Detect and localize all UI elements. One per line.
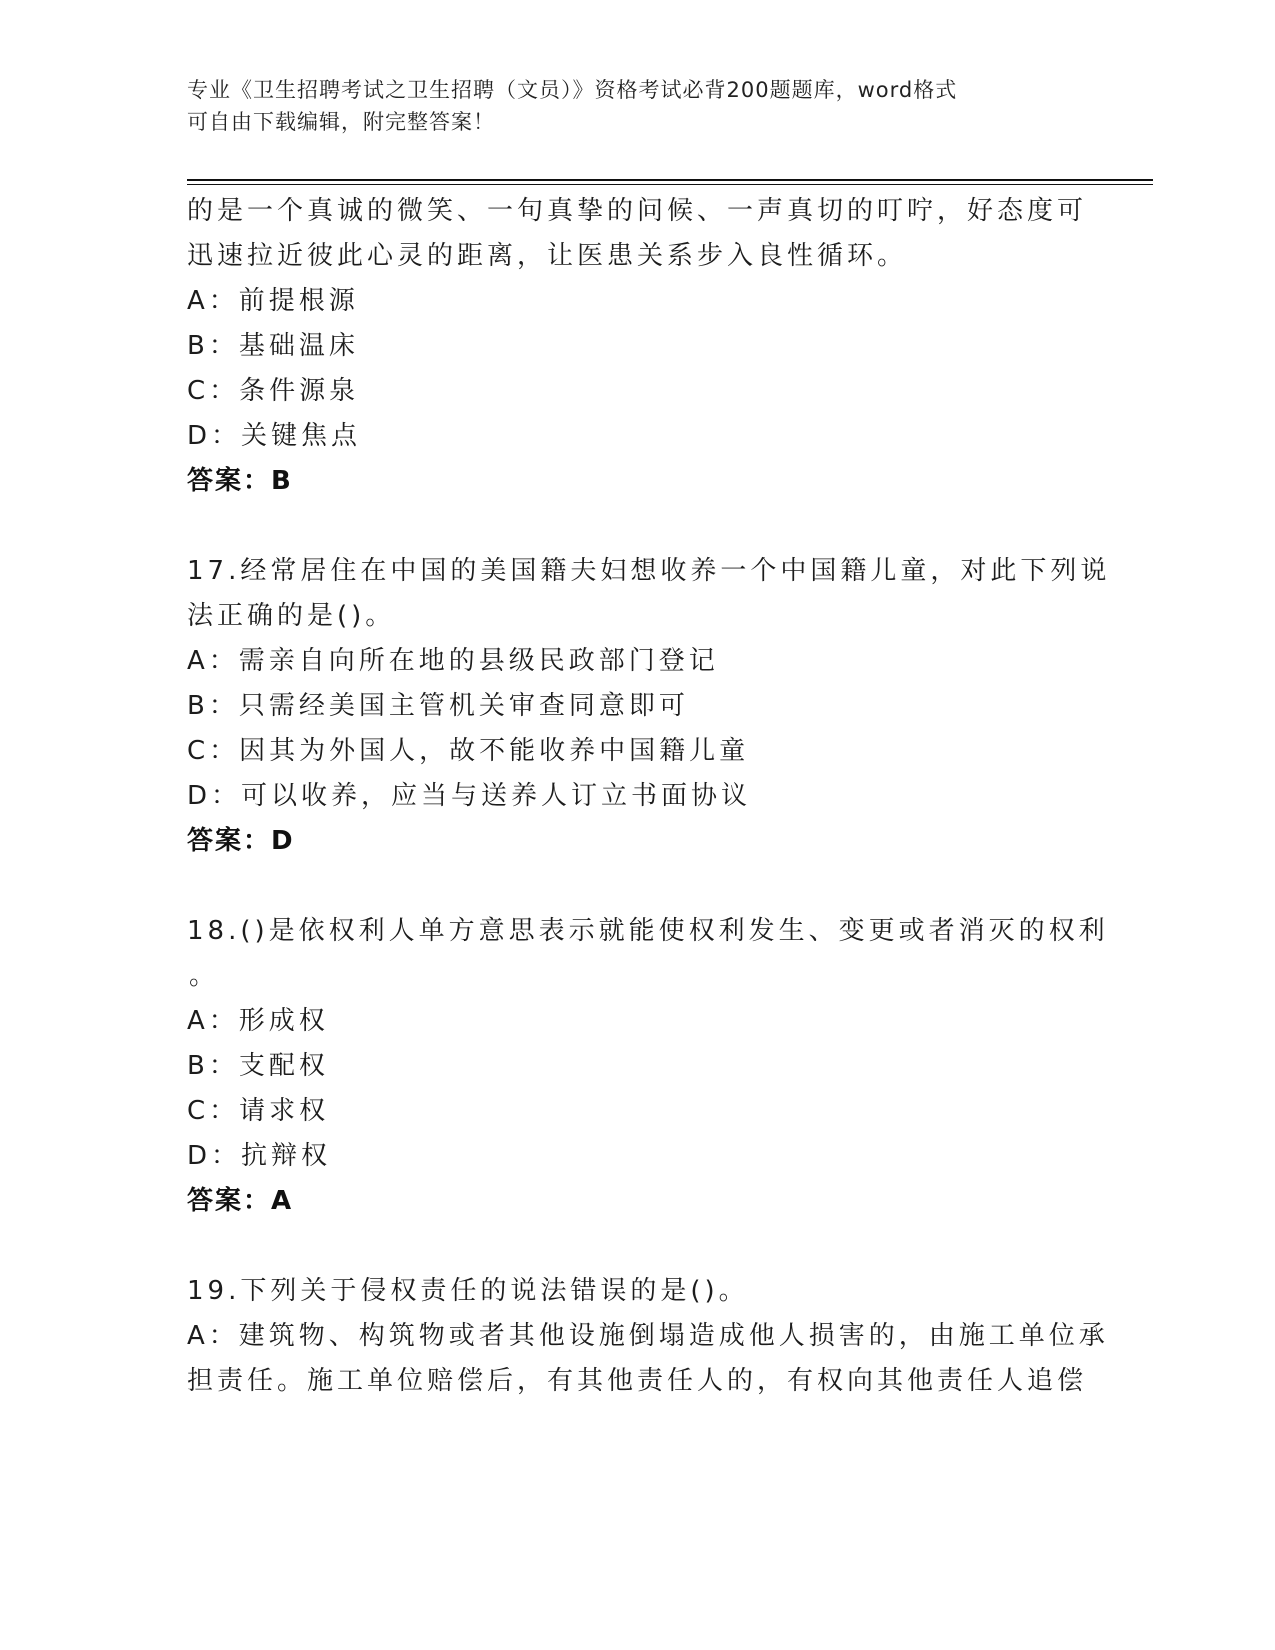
question-17-stem-line-2: 法正确的是()。 bbox=[187, 601, 396, 631]
header-divider-thick bbox=[187, 179, 1153, 181]
question-16 bbox=[187, 189, 1087, 504]
header-line-1: 专业《卫生招聘考试之卫生招聘（文员）》资格考试必背200题题库，word格式 bbox=[187, 78, 958, 102]
question-17 bbox=[187, 549, 1111, 864]
question-16-stem-line-1: 的是一个真诚的微笑、一句真挚的问候、一声真切的叮咛，好态度可 bbox=[187, 196, 1088, 226]
question-19-option-a-line-2: 担责任。施工单位赔偿后，有其他责任人的，有权向其他责任人追偿 bbox=[187, 1366, 1088, 1396]
question-content bbox=[187, 189, 1111, 1404]
question-16-option-a: A：前提根源 bbox=[187, 286, 359, 316]
question-17-option-d: D：可以收养，应当与送养人订立书面协议 bbox=[187, 781, 752, 811]
question-16-answer: 答案：B bbox=[187, 466, 293, 496]
question-18-stem-line-1: 18.()是依权利人单方意思表示就能使权利发生、变更或者消灭的权利 bbox=[187, 916, 1109, 946]
question-18-option-c: C：请求权 bbox=[187, 1096, 330, 1126]
question-17-stem-line-1: 17.经常居住在中国的美国籍夫妇想收养一个中国籍儿童，对此下列说 bbox=[187, 556, 1111, 586]
question-19-stem: 19.下列关于侵权责任的说法错误的是()。 bbox=[187, 1276, 749, 1306]
question-17-option-c: C：因其为外国人，故不能收养中国籍儿童 bbox=[187, 736, 750, 766]
question-17-option-b: B：只需经美国主管机关审查同意即可 bbox=[187, 691, 689, 721]
header-divider-thin bbox=[187, 184, 1153, 185]
document-header bbox=[187, 74, 1067, 138]
spacer bbox=[187, 504, 1087, 549]
question-18-option-a: A：形成权 bbox=[187, 1006, 329, 1036]
question-17-answer: 答案：D bbox=[187, 826, 295, 856]
question-19 bbox=[187, 1269, 1109, 1404]
question-16-option-d: D：关键焦点 bbox=[187, 421, 362, 451]
question-18-option-d: D：抗辩权 bbox=[187, 1141, 332, 1171]
question-16-stem-line-2: 迅速拉近彼此心灵的距离，让医患关系步入良性循环。 bbox=[187, 241, 908, 271]
question-16-option-c: C：条件源泉 bbox=[187, 376, 360, 406]
question-16-option-b: B：基础温床 bbox=[187, 331, 359, 361]
question-18-stem-line-2: 。 bbox=[189, 961, 216, 991]
question-18-option-b: B：支配权 bbox=[187, 1051, 329, 1081]
question-18 bbox=[187, 909, 1109, 1224]
header-line-2: 可自由下载编辑，附完整答案！ bbox=[187, 110, 495, 134]
spacer bbox=[187, 864, 1087, 909]
spacer bbox=[187, 1224, 1087, 1269]
question-19-option-a-line-1: A：建筑物、构筑物或者其他设施倒塌造成他人损害的，由施工单位承 bbox=[187, 1321, 1109, 1351]
question-17-option-a: A：需亲自向所在地的县级民政部门登记 bbox=[187, 646, 719, 676]
question-18-answer: 答案：A bbox=[187, 1186, 294, 1216]
